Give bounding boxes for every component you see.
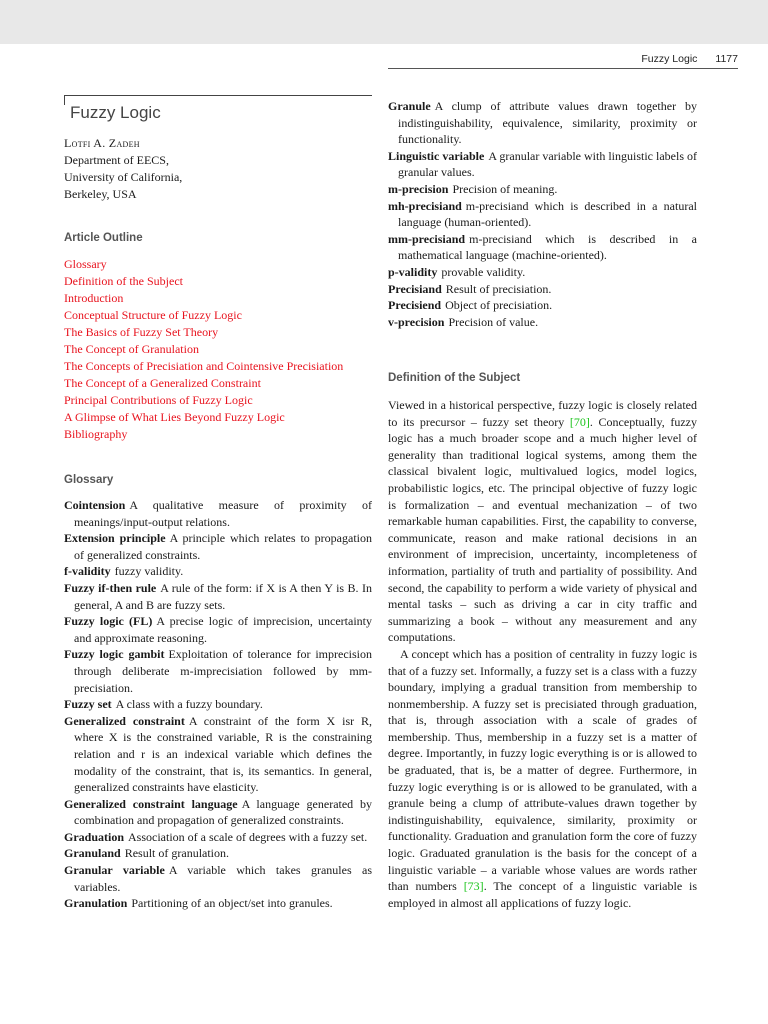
outline-link[interactable]: A Glimpse of What Lies Beyond Fuzzy Logic [64,410,285,424]
glossary-definition: Result of precisiation. [445,281,552,296]
glossary-term: Granule [388,99,431,113]
glossary-list-right [388,98,697,330]
glossary-definition: A variable which takes granules as variables. [74,863,372,894]
glossary-term: m-precision [388,181,449,196]
glossary-entry [388,148,697,181]
paragraph-text: . Conceptually, fuzzy logic has a much broader scope and a much higher level of generality than traditional logical systems, among them the classical bivalent logic, multivalued logics, model logics, probabilistic logics, etc. The principal objective of fuzzy logic is formalization – and eventual mechanization – of two remarkable human capabilities. First, the capability to converse, communicate, reason and make rational decisions in an environment of imprecision, uncertainty, incompleteness of information, partiality of truth and partiality of possibility. And second, the capability to perform a wide variety of physical and mental tasks – such as driving a car in city traffic and summarizing a book – without any measurement and any computations. [388,414,698,645]
glossary-definition: provable validity. [441,264,526,279]
title-tick [64,95,65,105]
glossary-entry [64,530,372,563]
glossary-entry [388,314,697,331]
definition-heading: Definition of the Subject [388,372,521,384]
outline-link[interactable]: Introduction [64,291,124,305]
glossary-entry [64,713,372,796]
glossary-entry [64,895,372,912]
glossary-definition: A granular variable with linguistic labels of granular values. [398,148,697,180]
glossary-definition: Precision of value. [448,314,539,329]
glossary-term: Fuzzy if-then rule [64,580,157,595]
outline-link[interactable]: The Concept of Granulation [64,342,199,356]
paragraph-text: . The concept of a linguistic variable is employed in almost all applications of fuzzy logic. [388,879,697,910]
glossary-definition: fuzzy validity. [114,564,184,579]
outline-link[interactable]: Definition of the Subject [64,274,183,288]
glossary-definition: A precise logic of imprecision, uncertainty and approximate reasoning. [74,614,372,645]
outline-link[interactable]: Principal Contributions of Fuzzy Logic [64,393,253,407]
glossary-term: Cointension [64,498,126,512]
article-outline [64,256,343,443]
definition-body [388,397,697,911]
outline-link[interactable]: The Concepts of Precisiation and Cointensive Precisiation [64,359,344,373]
glossary-definition: A constraint of the form X isr R, where X is the constrained variable, R is the constraining relation and r is an indexical variable which defines the modality of the constraint, that is, its semantics. In general, generalized constraints have elasticity. [74,713,372,795]
glossary-entry [64,613,372,646]
glossary-term: Precisiand [388,281,442,296]
outline-link[interactable]: Conceptual Structure of Fuzzy Logic [64,308,242,322]
glossary-entry [64,646,372,696]
glossary-entry [64,829,372,846]
glossary-definition: Exploitation of tolerance for imprecision through deliberate m-imprecisiation followed by mm-precisiation. [74,647,372,695]
author-name: Lotfi A. Zadeh [64,136,140,150]
glossary-definition: A rule of the form: if X is A then Y is B. In general, A and B are fuzzy sets. [74,580,373,612]
glossary-entry [388,297,697,314]
glossary-definition: Association of a scale of degrees with a fuzzy set. [128,829,368,844]
top-band [0,0,768,44]
glossary-entry [64,845,372,862]
glossary-term: Precisiend [388,298,442,313]
outline-link[interactable]: Bibliography [64,427,128,441]
glossary-term: v-precision [388,314,445,329]
glossary-definition: A language generated by combination and propagation of generalized constraints. [74,796,372,828]
glossary-term: mh-precisiand [388,198,462,213]
glossary-entry [388,198,697,231]
glossary-entry [388,231,697,264]
page-number: 1177 [715,53,738,65]
affiliation-line: University of California, [64,170,183,184]
glossary-term: Extension principle [64,531,166,546]
outline-link[interactable]: The Concept of a Generalized Constraint [64,376,261,390]
glossary-term: Linguistic variable [388,148,485,163]
glossary-term: Fuzzy logic (FL) [64,614,153,629]
glossary-list-left [64,497,372,912]
glossary-term: p-validity [388,264,438,279]
glossary-term: Graduation [64,829,125,844]
affiliation-line: Department of EECS, [64,153,169,167]
title-rule [64,95,372,96]
glossary-term: Generalized constraint language [64,796,238,811]
glossary-entry [388,181,697,198]
glossary-entry [388,281,697,298]
glossary-term: mm-precisiand [388,231,466,246]
paragraph [388,646,697,912]
glossary-term: Granuland [64,846,121,861]
glossary-definition: A clump of attribute values drawn together by indistinguishability, equivalence, similarity, proximity or functionality. [398,99,697,147]
paragraph-text: A concept which has a position of centrality in fuzzy logic is that of a fuzzy set. Informally, a fuzzy set is a class with a fuzzy boundary, implying a gradual transition from membership to nonmembership. A fuzzy set is precisiated through graduation, that is, through association with a scale of grades of membership. Thus, membership in a fuzzy set is a matter of degree. Importantly, in fuzzy logic everything is or is allowed to be graduated, that is, be a matter of degree. Furthermore, in fuzzy logic everything is or is allowed to be granulated, with a granule being a clump of attribute-values drawn together by indistinguishability, equivalence, similarity, proximity or functionality. Graduation and granulation form the core of fuzzy logic. Graduated granulation is the basis for the concept of a linguistic variable – a variable whose values are words rather than numbers [388,646,697,894]
glossary-heading: Glossary [64,474,114,486]
glossary-definition: Result of granulation. [124,846,230,861]
glossary-definition: A class with a fuzzy boundary. [115,697,263,712]
glossary-entry [64,796,372,829]
affiliation-line: Berkeley, USA [64,187,137,201]
glossary-entry [64,563,372,580]
outline-link[interactable]: The Basics of Fuzzy Set Theory [64,325,219,339]
citation-link[interactable]: [73] [463,879,484,894]
citation-link[interactable]: [70] [569,414,590,429]
paragraph-text: Viewed in a historical perspective, fuzzy logic is closely related to its precursor – fuzzy set theory [388,398,697,429]
glossary-term: Granulation [64,896,128,911]
running-title: Fuzzy Logic [641,53,698,65]
glossary-term: f-validity [64,564,111,579]
glossary-entry [64,696,372,713]
glossary-term: Fuzzy set [64,697,112,712]
glossary-entry [64,497,372,530]
glossary-definition: m-precisiand which is described in a mathematical language (machine-oriented). [398,231,697,263]
glossary-definition: m-precisiand which is described in a natural language (human-oriented). [398,198,697,230]
glossary-entry [388,98,697,148]
paragraph [388,397,697,646]
running-head [641,53,738,65]
glossary-definition: A qualitative measure of proximity of meanings/input-output relations. [74,498,372,529]
glossary-entry [64,580,372,613]
glossary-term: Granular variable [64,863,165,878]
author-block [64,135,182,203]
glossary-definition: Precision of meaning. [452,181,558,196]
glossary-definition: Partitioning of an object/set into granules. [131,896,333,911]
article-title: Fuzzy Logic [70,103,161,122]
running-head-rule [388,68,738,69]
glossary-definition: Object of precisiation. [445,298,553,313]
glossary-entry [64,862,372,895]
glossary-definition: A principle which relates to propagation of generalized constraints. [74,531,372,562]
glossary-entry [388,264,697,281]
glossary-term: Generalized constraint [64,713,185,728]
outline-heading: Article Outline [64,232,143,244]
outline-link[interactable]: Glossary [64,257,107,271]
glossary-term: Fuzzy logic gambit [64,647,165,662]
